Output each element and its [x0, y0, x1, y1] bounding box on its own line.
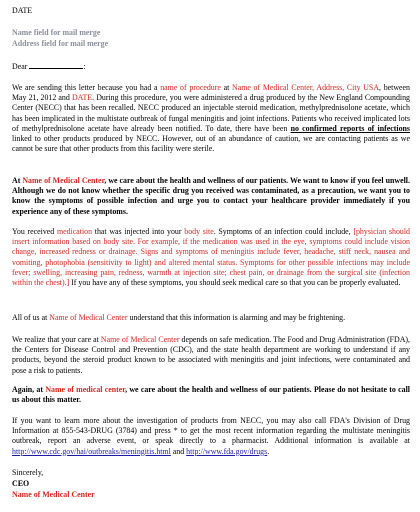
paragraph-agencies: We realize that your care at Name of Medical Center depends on safe medication. The Food and Drug Administration (FDA), the Centers for Disease Control and Prevention (CDC), and the state health department are working to understand if any products, beyond the steroid product known to be associated with meningitis and joint infections, were contaminated and pose a risk to patients. — [12, 335, 410, 375]
fda-link[interactable]: http://www.fda.gov/drugs — [186, 446, 268, 456]
center-address-placeholder: Name of Medical Center, Address, City USA — [232, 83, 380, 92]
paragraph-alarming: All of us at Name of Medical Center understand that this information is alarming and may be frightening. — [12, 313, 346, 322]
physician-instruction-placeholder: [physician should insert information based on body site. For example, if the medication was used in the eye, symptoms could include vision change, increased redness or drainage. Signs and symptoms of meningitis include fever, headache, stiff neck, nausea and vomiting, photophobia (sensitivity to light) and altered mental status. Symptoms for other possible infections may include fever; swelling, increasing pain, redness, warmth at injection site; chest pain, or drainage from the surgical site (infection within the chest).] — [12, 227, 411, 288]
paragraph-more-info: If you want to learn more about the investigation of products from NECC, you may also call FDA's Division of Drug Information at 855-543-DRUG (3784) and press * to get the most recent information regarding the multistate meningitis outbreak, report an adverse event, or speak directly to a pharmacist. Additional information is available at http://www.cdc.gov/hai/outbreaks/meningitis.html and http://www.fda.gov/drugs. — [12, 416, 410, 456]
date-line — [12, 6, 410, 16]
paragraph-again: Again, at Name of medical center, we care about the health and wellness of our patients. Please do not hesitate to call us about this matter. — [12, 385, 410, 405]
body-site-placeholder: body site — [184, 227, 214, 236]
name-merge-field: Name field for mail merge — [12, 28, 101, 37]
cdc-link[interactable]: http://www.cdc.gov/hai/outbreaks/meningitis.html — [12, 446, 171, 456]
center-placeholder: Name of medical center — [45, 385, 126, 394]
closing-center-placeholder: Name of Medical Center — [12, 490, 95, 499]
center-placeholder: Name of Medical Center — [100, 335, 180, 344]
medication-placeholder: medication — [56, 227, 93, 236]
address-merge-field: Address field for mail merge — [12, 39, 109, 48]
no-confirmed-reports-emphasis: no confirmed reports of infections — [290, 123, 410, 133]
paragraph-care: At Name of Medical Center, we care about the health and wellness of our patients. We want to know if you feel unwell. Although we do not know whether the specific drug you received was contaminated, as a precaution, we want you to know the symptoms of possible infection and urge you to contact your healthcare provider immediately if you experience any of these symptoms. — [12, 176, 410, 216]
center-placeholder: Name of Medical Center — [22, 176, 105, 185]
paragraph-intro: We are sending this letter because you had a name of procedure at Name of Medical Center, Address, City USA, between May 21, 2012 and DATE. During this procedure, you were administered a drug produced by the New England Compounding Center (NECC) that has been recalled. NECC produced an injectable steroid medication, methylprednisolone acetate, which has been implicated in the multistate outbreak of fungal meningitis and joint infections. Patients who received implicated lots of methylprednisolone acetate have already been notified. To date, there have been no confirmed reports of infections linked to other products produced by NECC. However, out of an abundance of caution, we are contacting patients as we cannot be sure that other products from this facility were sterile. — [12, 83, 410, 154]
salutation: Dear : — [12, 62, 86, 71]
procedure-placeholder: name of procedure — [160, 83, 221, 92]
center-placeholder: Name of Medical Center — [49, 313, 128, 322]
closing-sincerely: Sincerely, — [12, 468, 44, 477]
paragraph-symptoms: You received medication that was injected into your body site. Symptoms of an infection could include, [physician should insert information based on body site. For example, if the medication was used in the eye, symptoms could include vision change, increased redness or drainage. Signs and symptoms of meningitis include fever, headache, stiff neck, nausea and vomiting, photophobia (sensitivity to light) and altered mental status. Symptoms for other possible infections may include fever; swelling, increasing pain, redness, warmth at injection site; chest pain, or drainage from the surgical site (infection within the chest).] If you have any of these symptoms, you should seek medical care so that you can be properly evaluated. — [12, 227, 411, 288]
date-placeholder: DATE — [71, 93, 93, 103]
date-label: DATE — [12, 6, 33, 15]
recipient-blank — [29, 61, 83, 69]
closing-title: CEO — [12, 479, 30, 488]
